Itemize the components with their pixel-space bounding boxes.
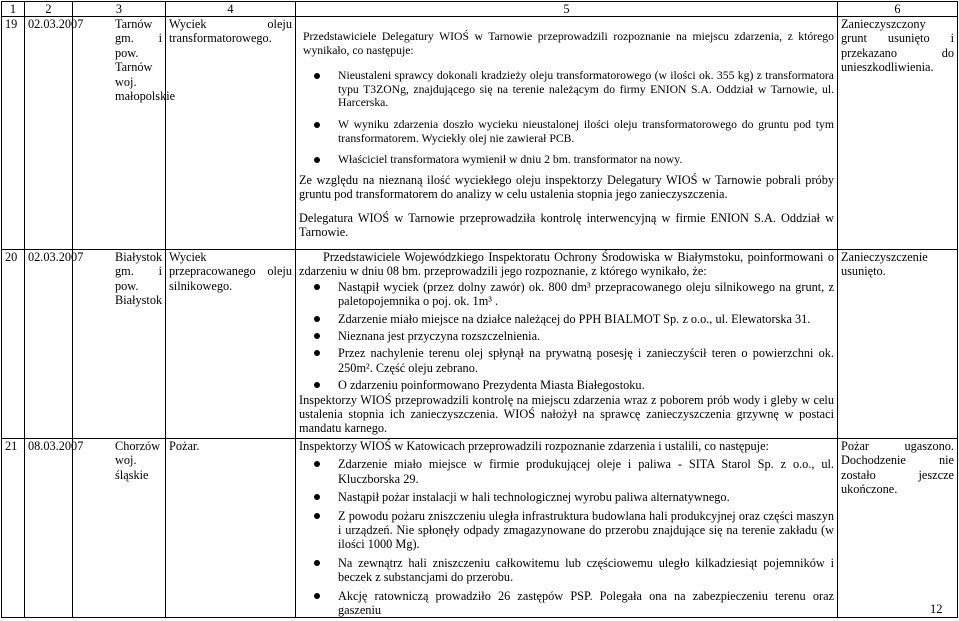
row-number: 21: [2, 439, 25, 618]
row-date: 02.03.2007: [25, 17, 73, 250]
description-list: [299, 280, 834, 393]
header-cell: 4: [166, 2, 296, 17]
row-result: Zanieczyszczenie usunięto.: [838, 250, 958, 439]
description-paragraph: Inspektorzy WIOŚ przeprowadzili kontrolę na miejscu zdarzenia wraz z poborem prób wody i gleby w celu ustalenia stopnia ich zanieczyszczenia. WIOŚ nałożył na sprawcę zanieczyszczenia grzywnę w postaci mandatu karnego.: [299, 392, 834, 436]
row-number: 20: [2, 250, 25, 439]
table-row: [2, 439, 958, 618]
row-result: Pożar ugaszono. Dochodzenie nie zostało jeszcze ukończone.: [838, 439, 958, 618]
row-place: Białystok gm. i pow. Białystok: [73, 250, 166, 439]
list-item: Z powodu pożaru zniszczeniu uległa infrastruktura budowlana hali produkcyjnej oraz części maszyn i urządzeń. Nie spłonęły odpady zmagazynowane do przerobu znajdujące się na terenie zakładu (w ilości 1000 Mg).: [338, 508, 834, 552]
row-type: Wyciek przepracowanego oleju silnikowego.: [166, 250, 296, 439]
incident-table: [1, 1, 958, 618]
list-item: Nastąpił wyciek (przez dolny zawór) ok. 800 dm³ przepracowanego oleju silnikowego na grunt, z paletopojemnika o poj. ok. 1m³ .: [338, 279, 834, 309]
list-item: Zdarzenie miało miejsce na działce należącej do PPH BIALMOT Sp. z o.o., ul. Elewatorska 31.: [338, 312, 834, 326]
header-cell: 2: [25, 2, 73, 17]
row-date: 08.03.2007: [25, 439, 73, 618]
list-item: Nieustaleni sprawcy dokonali kradzieży oleju transformatorowego (w ilości ok. 355 kg) z transformatora typu T3ZONg, znajdującego się na terenie należącym do firmy ENION S.A. Oddział w Tarnowie, ul. Harcerska.: [338, 69, 834, 110]
description-paragraph: Delegatura WIOŚ w Tarnowie przeprowadziła kontrolę interwencyjną w firmie ENION S.A. Oddział w Tarnowie.: [299, 210, 834, 239]
row-place: Tarnów gm. i pow. Tarnów woj. małopolskie: [73, 17, 166, 250]
description-intro: Przedstawiciele Delegatury WIOŚ w Tarnowie przeprowadzili rozpoznanie na miejscu zdarzenia, z którego wynikało, co następuje:: [303, 30, 834, 57]
header-cell: 3: [73, 2, 166, 17]
description-list: [299, 69, 834, 167]
row-number: 19: [2, 17, 25, 250]
row-description: [296, 250, 838, 439]
row-date: 02.03.2007: [25, 250, 73, 439]
header-cell: 5: [296, 2, 838, 17]
description-intro: Inspektorzy WIOŚ w Katowicach przeprowadzili rozpoznanie zdarzenia i ustalili, co następuje:: [299, 439, 769, 453]
row-place: Chorzów woj. śląskie: [73, 439, 166, 618]
header-cell: 1: [2, 2, 25, 17]
list-item: Akcję ratowniczą prowadziło 26 zastępów PSP. Polegała ona na zabezpieczeniu terenu oraz gaszeniu: [338, 588, 834, 618]
list-item: Przez nachylenie terenu olej spłynął na prywatną posesję i zanieczyścił teren o powierzchni ok. 250m². Część oleju zebrano.: [338, 346, 834, 375]
list-item: W wyniku zdarzenia doszło wycieku nieustalonej ilości oleju transformatorowego do gruntu pod tym transformatorem. Wyciekły olej nie zawierał PCB.: [338, 117, 834, 145]
row-type: Wyciek oleju transformatorowego.: [166, 17, 296, 250]
list-item: Zdarzenie miało miejsce w firmie produkującej oleje i paliwa - SITA Starol Sp. z o.o., ul. Kluczborska 29.: [338, 457, 834, 486]
row-type: Pożar.: [166, 439, 296, 618]
list-item: Nieznana jest przyczyna rozszczelnienia.: [338, 329, 834, 343]
list-item: Nastąpił pożar instalacji w hali technologicznej wyrobu paliwa alternatywnego.: [338, 490, 834, 504]
description-intro: Przedstawiciele Wojewódzkiego Inspektoratu Ochrony Środowiska w Białymstoku, poinformowani o zdarzeniu w dniu 08 bm. przeprowadzili jego rozpoznanie, z którego wynikało, że:: [299, 250, 834, 279]
list-item: O zdarzeniu poinformowano Prezydenta Miasta Białegostoku.: [338, 378, 834, 392]
description-paragraph: Ze względu na nieznaną ilość wyciekłego oleju inspektorzy Delegatury WIOŚ w Tarnowie pobrali próby gruntu pod transformatorem do analizy w celu ustalenia stopnia jego zanieczyszczenia.: [299, 172, 834, 202]
list-item: Na zewnątrz hali zniszczeniu całkowitemu lub częściowemu uległo kilkadziesiąt pojemników i beczek z substancjami do przerobu.: [338, 555, 834, 585]
description-list: [299, 457, 834, 617]
table-row: [2, 250, 958, 439]
row-result: Zanieczyszczony grunt usunięto i przekazano do unieszkodliwienia.: [838, 17, 958, 250]
row-description: [296, 439, 838, 618]
table-row: [2, 17, 958, 250]
header-cell: 6: [838, 2, 958, 17]
header-row: [2, 2, 958, 17]
page-number: 12: [930, 602, 943, 616]
row-description: [296, 17, 838, 250]
list-item: Właściciel transformatora wymienił w dniu 2 bm. transformator na nowy.: [338, 153, 834, 167]
